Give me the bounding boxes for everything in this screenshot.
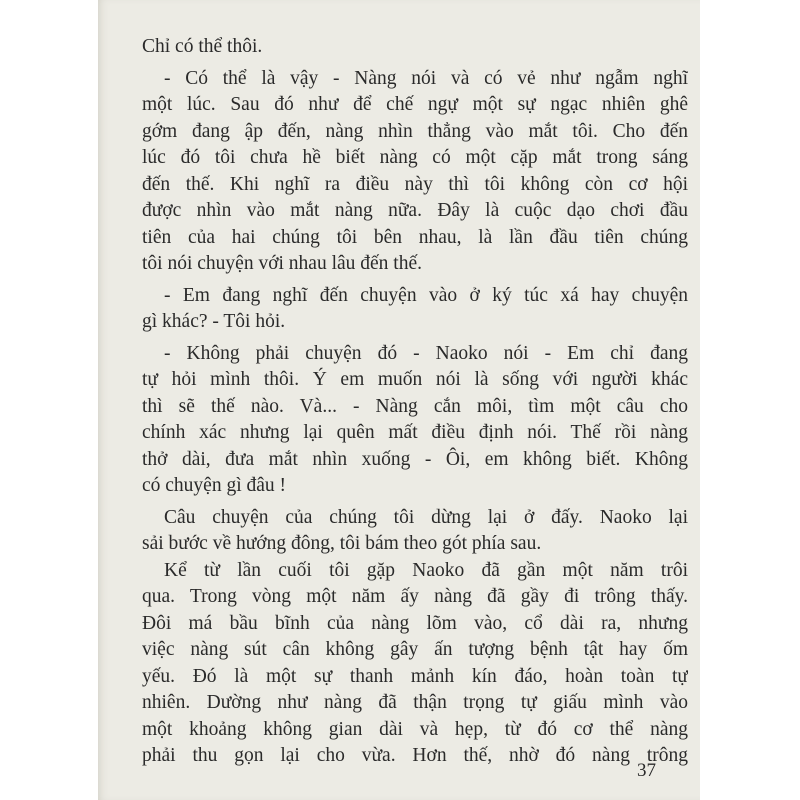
text-line: một khoảng không gian dài và hẹp, từ đó cơ thể nàng — [142, 718, 688, 740]
text-line: yếu. Đó là một sự thanh mảnh kín đáo, hoàn toàn tự — [142, 665, 688, 687]
text-line: thở dài, đưa mắt nhìn xuống - Ôi, em không biết. Không — [142, 448, 688, 470]
text-line: sải bước về hướng đông, tôi bám theo gót phía sau. — [142, 533, 542, 554]
text-line: lúc đó tôi chưa hề biết nàng có một cặp mắt trong sáng — [142, 147, 688, 168]
paragraph — [142, 66, 688, 278]
text-line: - Không phải chuyện đó - Naoko nói - Em chỉ đang — [164, 342, 688, 364]
text-line: Đôi má bầu bĩnh của nàng lõm vào, cổ dài ra, nhưng — [142, 612, 688, 634]
text-line: được nhìn vào mắt nàng nữa. Đây là cuộc dạo chơi đầu — [142, 200, 688, 221]
text-line: Kể từ lần cuối tôi gặp Naoko đã gần một năm trôi — [164, 559, 688, 581]
paragraph — [142, 283, 688, 336]
paragraph — [142, 341, 688, 500]
text-line: Chỉ có thể thôi. — [142, 36, 263, 57]
paragraph — [142, 505, 688, 558]
text-line: có chuyện gì đâu ! — [142, 475, 287, 496]
text-line: nhiên. Dường như nàng đã thận trọng tự giấu mình vào — [142, 692, 688, 713]
text-line: gì khác? - Tôi hỏi. — [142, 311, 286, 332]
book-page — [98, 0, 700, 800]
text-line: qua. Trong vòng một năm ấy nàng đã gầy đi trông thấy. — [142, 586, 688, 607]
text-line: tiên của hai chúng tôi bên nhau, là lần đầu tiên chúng — [142, 226, 688, 248]
text-line: thì sẽ thế nào. Và... - Nàng cắn môi, tìm một câu cho — [142, 395, 688, 417]
text-line: tự hỏi mình thôi. Ý em muốn nói là sống với người khác — [142, 369, 688, 390]
page-number: 37 — [637, 760, 656, 781]
text-line: đến thế. Khi nghĩ ra điều này thì tôi không còn cơ hội — [142, 173, 688, 195]
text-line: một lúc. Sau đó như để chế ngự một sự ngạc nhiên ghê — [142, 94, 688, 115]
text-line: gớm đang ập đến, nàng nhìn thẳng vào mắt tôi. Cho đến — [142, 120, 688, 142]
text-line: việc nàng sút cân không gây ấn tượng bệnh tật hay ốm — [142, 639, 688, 660]
text-line: - Có thể là vậy - Nàng nói và có vẻ như ngẫm nghĩ — [164, 67, 688, 89]
text-line: Câu chuyện của chúng tôi dừng lại ở đấy. Naoko lại — [164, 506, 688, 528]
text-line: tôi nói chuyện với nhau lâu đến thế. — [142, 253, 422, 274]
text-line: chính xác nhưng lại quên mất điều định nói. Thế rồi nàng — [142, 422, 688, 443]
paragraph — [142, 34, 688, 61]
text-line: - Em đang nghĩ đến chuyện vào ở ký túc xá hay chuyện — [164, 284, 688, 306]
body-text — [142, 34, 688, 770]
paragraph — [142, 558, 688, 770]
text-line: phải thu gọn lại cho vừa. Hơn thế, nhờ đó nàng trông — [142, 745, 688, 766]
